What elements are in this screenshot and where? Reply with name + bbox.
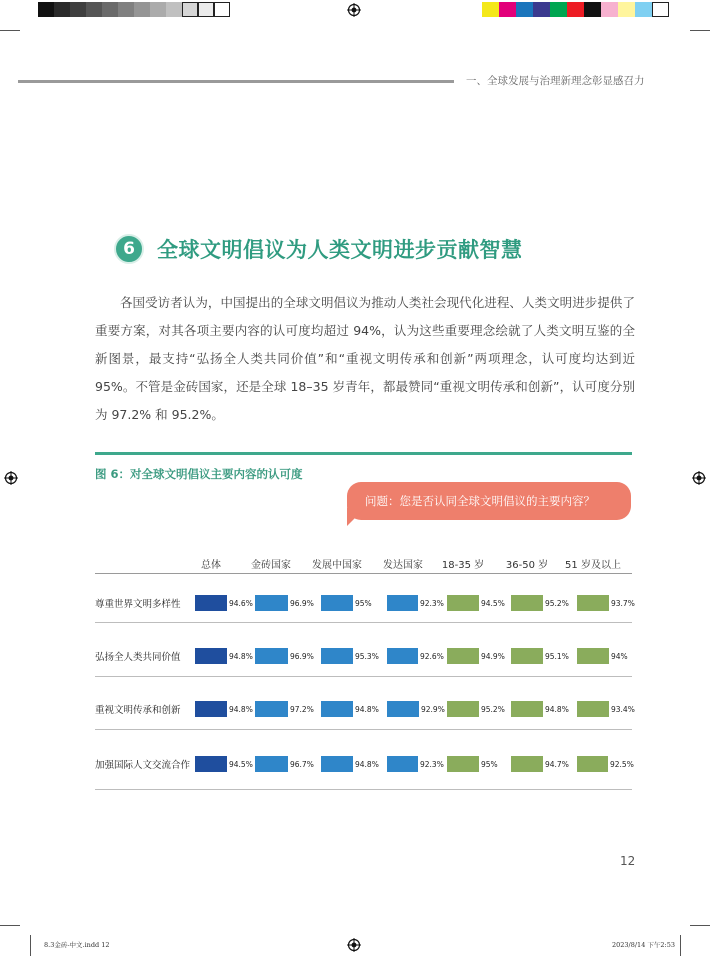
bar (195, 648, 227, 664)
bar-value-label: 93.7% (611, 599, 635, 608)
bar (387, 756, 418, 772)
section-number-badge (114, 234, 144, 264)
bar (321, 701, 353, 717)
bar-value-label: 94.9% (481, 652, 505, 661)
color-swatch (618, 2, 635, 17)
bar (255, 756, 288, 772)
color-swatch (635, 2, 652, 17)
bar-value-label: 92.5% (610, 760, 634, 769)
row-label: 弘扬全人类共同价值 (95, 652, 181, 663)
bar (387, 701, 419, 717)
gray-swatch (134, 2, 150, 17)
column-header: 18-35 岁 (441, 560, 485, 571)
gray-swatch (38, 2, 54, 17)
column-header: 金砖国家 (251, 560, 291, 571)
figure-title: 图 6：对全球文明倡议主要内容的认可度 (95, 467, 303, 481)
bar (511, 701, 543, 717)
footer-timestamp: 2023/8/14 下午2:53 (612, 941, 675, 949)
bar (321, 595, 353, 611)
row-divider (95, 676, 632, 677)
gray-swatch (54, 2, 70, 17)
registration-mark-icon (4, 471, 18, 485)
row-label: 尊重世界文明多样性 (95, 599, 181, 610)
bar (577, 701, 609, 717)
crop-mark (0, 30, 20, 31)
question-bubble-tail (347, 508, 365, 526)
column-header: 36-50 岁 (505, 560, 549, 571)
column-header: 51 岁及以上 (565, 560, 621, 571)
bar-value-label: 95.2% (481, 705, 505, 714)
bar-value-label: 97.2% (290, 705, 314, 714)
bar (255, 701, 288, 717)
bar-value-label: 94.7% (545, 760, 569, 769)
bar (447, 701, 479, 717)
row-divider (95, 729, 632, 730)
crop-mark (680, 935, 681, 956)
bar (511, 648, 543, 664)
section-title: 全球文明倡议为人类文明进步贡献智慧 (157, 238, 523, 262)
running-header: 一、全球发展与治理新理念彰显感召力 (466, 75, 645, 87)
color-swatch (584, 2, 601, 17)
bar-value-label: 94.5% (229, 760, 253, 769)
bar (195, 701, 227, 717)
bar-value-label: 94.6% (229, 599, 253, 608)
color-swatch (652, 2, 669, 17)
bar (321, 648, 353, 664)
bar-value-label: 92.9% (421, 705, 445, 714)
bar-value-label: 96.9% (290, 652, 314, 661)
gray-swatch (86, 2, 102, 17)
bar (321, 756, 353, 772)
bar-value-label: 94.5% (481, 599, 505, 608)
bar (511, 756, 543, 772)
bar (577, 648, 609, 664)
color-swatch (533, 2, 550, 17)
column-header: 发展中国家 (312, 560, 362, 571)
column-header: 总体 (201, 560, 221, 571)
bar (447, 756, 479, 772)
crop-mark (30, 935, 31, 956)
color-swatch (516, 2, 533, 17)
bar (195, 595, 227, 611)
footer-filename: 8.3金砖-中文.indd 12 (44, 941, 110, 949)
bar-value-label: 94.8% (355, 760, 379, 769)
bar-value-label: 95% (355, 599, 372, 608)
color-swatch (550, 2, 567, 17)
bar (511, 595, 543, 611)
bar-value-label: 94.8% (545, 705, 569, 714)
bar (577, 756, 608, 772)
column-header: 发达国家 (383, 560, 423, 571)
bar-value-label: 94.8% (229, 652, 253, 661)
bar-value-label: 92.3% (420, 599, 444, 608)
color-swatch (601, 2, 618, 17)
bar (447, 595, 479, 611)
gray-swatch (166, 2, 182, 17)
gray-swatch (198, 2, 214, 17)
gray-swatch (118, 2, 134, 17)
color-swatch (567, 2, 584, 17)
bar (255, 595, 288, 611)
bar-value-label: 94.8% (229, 705, 253, 714)
bar-value-label: 93.4% (611, 705, 635, 714)
bar-value-label: 92.6% (420, 652, 444, 661)
bar (447, 648, 479, 664)
gray-swatch (214, 2, 230, 17)
color-swatch (499, 2, 516, 17)
chart-header-rule (95, 573, 632, 574)
crop-mark (0, 925, 20, 926)
figure-top-rule (95, 452, 632, 455)
row-divider (95, 789, 632, 790)
crop-mark (690, 925, 710, 926)
bar-value-label: 94.8% (355, 705, 379, 714)
header-rule (18, 80, 454, 83)
bar-value-label: 92.3% (420, 760, 444, 769)
bar (387, 595, 418, 611)
bar-value-label: 96.7% (290, 760, 314, 769)
body-paragraph: 各国受访者认为，中国提出的全球文明倡议为推动人类社会现代化进程、人类文明进步提供了重要方案，对其各项主要内容的认可度均超过 94%，认为这些重要理念绘就了人类文明互鉴的全新图景，最支持“弘扬全人类共同价值”和“重视文明传承和创新”两项理念，认可度均达到近 95%。不管是金砖国家，还是全球 18–35 岁青年，都最赞同“重视文明传承和创新”，认可度分别为 97.2% 和 95.2%。 (95, 295, 635, 422)
gray-swatch (102, 2, 118, 17)
row-divider (95, 622, 632, 623)
bar (255, 648, 288, 664)
gray-swatch (182, 2, 198, 17)
bar-value-label: 96.9% (290, 599, 314, 608)
bar (577, 595, 609, 611)
question-text: 问题：您是否认同全球文明倡议的主要内容？ (365, 494, 595, 508)
gray-swatch (70, 2, 86, 17)
bar-value-label: 95% (481, 760, 498, 769)
registration-mark-icon (347, 938, 361, 952)
bar (387, 648, 418, 664)
row-label: 加强国际人文交流合作 (95, 760, 191, 771)
bar-value-label: 94% (611, 652, 628, 661)
color-swatch (482, 2, 499, 17)
bar (195, 756, 227, 772)
crop-mark (690, 30, 710, 31)
page-number: 12 (620, 854, 636, 868)
bar-value-label: 95.3% (355, 652, 379, 661)
section-number: 6 (123, 239, 135, 259)
registration-mark-icon (347, 3, 361, 17)
bar-value-label: 95.1% (545, 652, 569, 661)
bar-value-label: 95.2% (545, 599, 569, 608)
row-label: 重视文明传承和创新 (95, 705, 181, 716)
gray-swatch (150, 2, 166, 17)
registration-mark-icon (692, 471, 706, 485)
